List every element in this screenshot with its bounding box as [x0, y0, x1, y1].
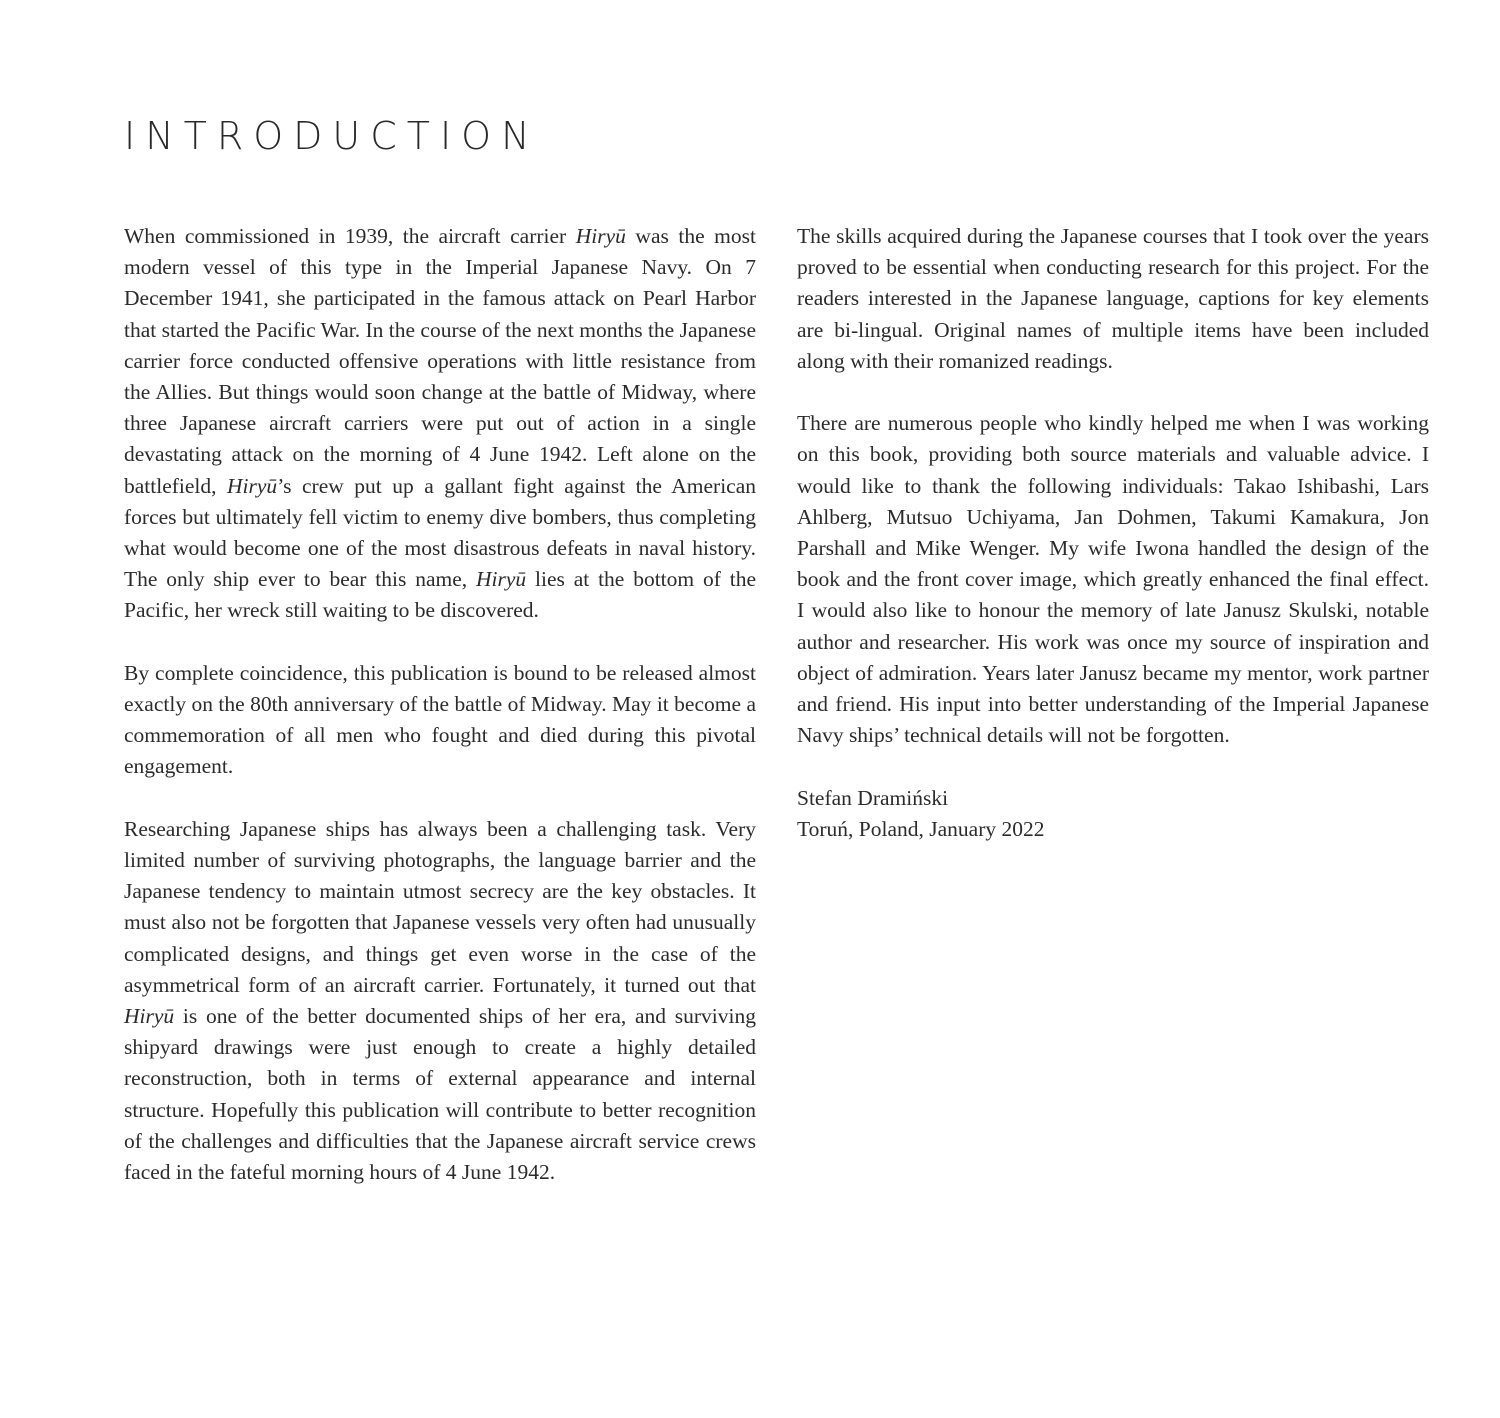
paragraph-anniversary: By complete coincidence, this publication is bound to be released almost exactly on the 80th anniversary of the battle of Midway. May it become a commemoration of all men who fought and died during this pivotal engagement.	[124, 660, 756, 779]
text-run: Researching Japanese ships has always been a challenging task. Very limited number of surviving photographs, the language barrier and the Japanese tendency to maintain utmost secrecy are the key obstacles. It must also not be forgotten that Japanese vessels very often had unusually complicated designs, and things get even worse in the case of the asymmetrical form of an aircraft carrier. Fortunately, it turned out that	[124, 816, 756, 997]
paragraph-language: The skills acquired during the Japanese courses that I took over the years proved to be essential when conducting research for this project. For the readers interested in the Japanese language, captions for key elements are bi-lingual. Original names of multiple items have been included along with their romanized readings.	[797, 224, 1429, 373]
text-run: lies at the bottom of the Pacific, her wreck still waiting to be discovered.	[124, 567, 756, 623]
text-run: is one of the better documented ships of her era, and surviving shipyard drawings were just enough to create a highly detailed reconstruction, both in terms of external appearance and internal structure. Hopefully this publication will contribute to better recognition of the challenges and difficulties that the Japanese aircraft service crews faced in the fateful morning hours of 4 June 1942.	[124, 1004, 756, 1185]
text-run: ’s crew put up a gallant fight against the American forces but ultimately fell victim to enemy dive bombers, thus completing what would become one of the most disastrous defeats in naval history. The only ship ever to bear this name,	[124, 473, 756, 592]
paragraph-research	[124, 814, 756, 1188]
paragraph-commissioning	[124, 221, 756, 627]
ship-name: Hiryū	[227, 473, 278, 498]
paragraph-acknowledgements: There are numerous people who kindly helped me when I was working on this book, providing both source materials and valuable advice. I would like to thank the following individuals: Takao Ishibashi, Lars Ahlberg, Mutsuo Uchiyama, Jan Dohmen, Takumi Kamakura, Jon Parshall and Mike Wenger. My wife Iwona handled the design of the book and the front cover image, which greatly enhanced the final effect. I would also like to honour the memory of late Janusz Skulski, notable author and researcher. His work was once my source of inspiration and object of admiration. Years later Janusz became my mentor, work partner and friend. His input into better understanding of the Imperial Japanese Navy ships’ technical details will not be forgotten.	[797, 411, 1429, 748]
text-run: was the most modern vessel of this type in the Imperial Japanese Navy. On 7 December 1941, she participated in the famous attack on Pearl Harbor that started the Pacific War. In the course of the next months the Japanese carrier force conducted offensive operations with little resistance from the Allies. But things would soon change at the battle of Midway, where three Japanese aircraft carriers were put out of action in a single devastating attack on the morning of 4 June 1942. Left alone on the battlefield,	[124, 224, 756, 498]
place-date: Toruń, Poland, January 2022	[797, 816, 1045, 841]
signature	[797, 783, 1429, 845]
left-column	[124, 221, 756, 1188]
author-name: Stefan Dramiński	[797, 785, 949, 810]
right-column	[797, 221, 1429, 845]
ship-name: Hiryū	[476, 567, 527, 592]
text-run: When commissioned in 1939, the aircraft carrier	[124, 224, 576, 248]
page-title: INTRODUCTION	[124, 114, 540, 158]
ship-name: Hiryū	[575, 224, 626, 248]
ship-name: Hiryū	[124, 1004, 175, 1029]
